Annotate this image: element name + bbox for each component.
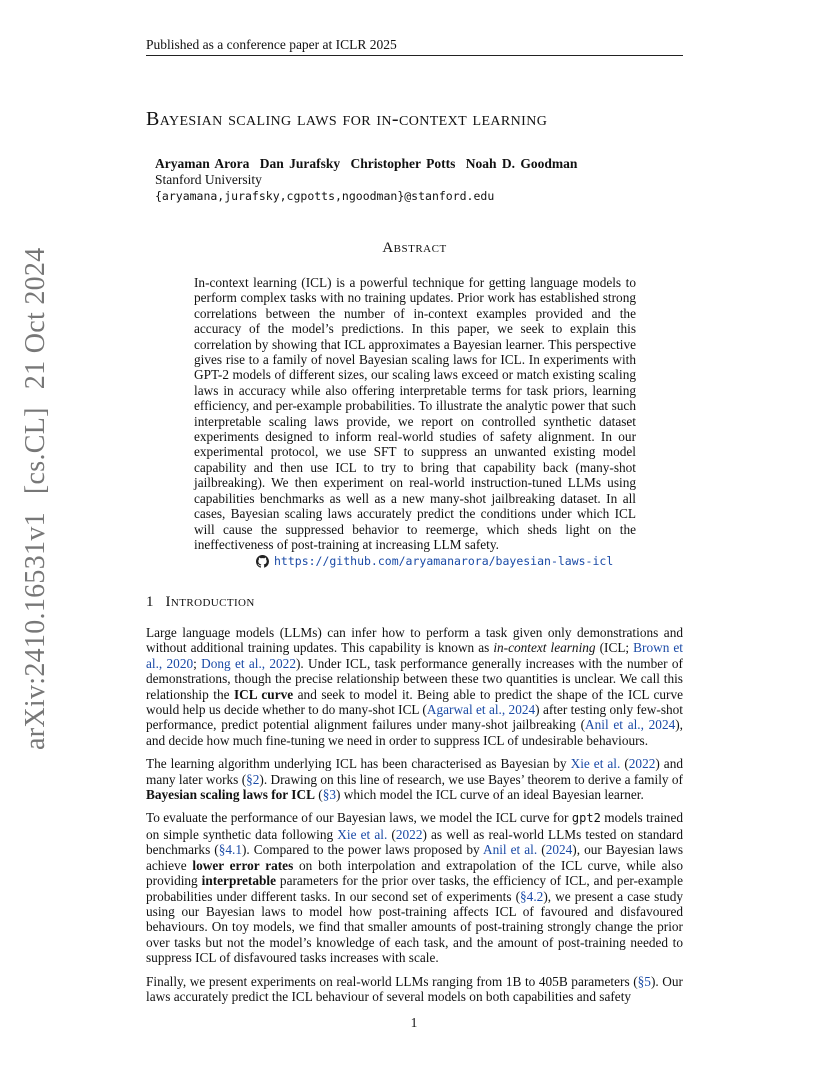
bold-term: Bayesian scaling laws for ICL bbox=[146, 787, 315, 803]
text-run: ), we present a case study using our Bayesian laws to model how post-training affects ICL of favoured and disfavoured behaviours. On toy models, we find that smaller amounts of post-training strongly change the prior over tasks but not the model’s knowledge of each task, and the amount of post-training needed to suppress ICL of disfavoured tasks increases with scale. bbox=[146, 888, 683, 966]
text-run: ( bbox=[314, 787, 323, 803]
citation-link[interactable]: Anil et al. bbox=[482, 842, 538, 858]
author-names bbox=[155, 156, 582, 172]
paper-title: Bayesian scaling laws for in-context learning bbox=[146, 108, 548, 130]
text-run: The learning algorithm underlying ICL has been characterised as Bayesian by bbox=[146, 756, 571, 772]
text-run: ) which model the ICL curve of an ideal Bayesian learner. bbox=[336, 787, 644, 803]
section-title: Introduction bbox=[165, 594, 255, 610]
github-icon bbox=[256, 555, 269, 568]
text-run: models trained on simple synthetic data following bbox=[146, 810, 684, 842]
citation-link[interactable]: Dong et al., 2022 bbox=[201, 655, 296, 671]
bold-term: lower error rates bbox=[192, 857, 294, 873]
text-run: ( bbox=[537, 842, 546, 858]
text-run: (ICL; bbox=[595, 640, 634, 656]
text-run: ) after testing only few-shot performance, predict potential alignment failures under many-shot jailbreaking ( bbox=[146, 702, 684, 733]
author-name: Christopher Potts bbox=[350, 156, 456, 171]
text-run: To evaluate the performance of our Bayesian laws, we model the ICL curve for bbox=[146, 810, 572, 826]
text-run: and seek to model it. Being able to predict the shape of the ICL curve would help us decide whether to do many-shot ICL ( bbox=[146, 686, 683, 718]
text-run: ) and many later works ( bbox=[146, 756, 683, 787]
affiliation: Stanford University bbox=[155, 172, 262, 187]
section-ref-link[interactable]: §3 bbox=[322, 787, 337, 803]
bold-term: interpretable bbox=[201, 873, 276, 889]
paragraph bbox=[146, 974, 683, 1005]
section-ref-link[interactable]: §2 bbox=[246, 771, 260, 787]
citation-link[interactable]: 2024 bbox=[545, 842, 573, 858]
code-repository bbox=[256, 554, 613, 568]
paragraph bbox=[146, 810, 683, 965]
citation-link[interactable]: 2022 bbox=[395, 826, 423, 842]
paragraph bbox=[146, 625, 683, 748]
emphasis: in-context learning bbox=[493, 640, 596, 656]
abstract-heading: Abstract bbox=[382, 240, 447, 256]
header-rule bbox=[146, 55, 683, 56]
section-ref-link[interactable]: §4.1 bbox=[218, 842, 242, 858]
text-run: Large language models (LLMs) can infer how to perform a task given only demonstrations and without additional training updates. This capability is known as bbox=[146, 625, 683, 656]
inline-code: gpt2 bbox=[571, 811, 601, 826]
section-ref-link[interactable]: §5 bbox=[637, 973, 651, 989]
arxiv-identifier bbox=[20, 229, 52, 750]
section-ref-link[interactable]: §4.2 bbox=[520, 888, 544, 904]
citation-link[interactable]: Agarwal et al., 2024 bbox=[426, 702, 536, 718]
arxiv-id: arXiv:2410.16531v1 bbox=[20, 512, 51, 750]
bold-term: ICL curve bbox=[234, 686, 294, 702]
citation-link[interactable]: 2022 bbox=[628, 756, 656, 772]
arxiv-date: 21 Oct 2024 bbox=[20, 247, 51, 390]
text-run: ). Compared to the power laws proposed by bbox=[242, 842, 483, 858]
arxiv-category: [cs.CL] bbox=[20, 407, 51, 495]
author-name: Aryaman Arora bbox=[155, 156, 250, 171]
text-run: ). Under ICL, task performance generally increases with the number of demonstrations, though the precise relationship between these two quantities is unclear. We call this relationship the bbox=[146, 655, 683, 702]
text-run: ( bbox=[387, 826, 396, 842]
citation-link[interactable]: Anil et al., 2024 bbox=[585, 717, 676, 733]
abstract-text: In-context learning (ICL) is a powerful technique for getting language models to perform complex tasks with no training updates. Prior work has established strong correlations between the number of in-context examples provided and the accuracy of the model’s predictions. In this paper, we seek to explain this correlation by showing that ICL approximates a Bayesian learner. This perspective gives rise to a family of novel Bayesian scaling laws for ICL. In experiments with GPT-2 models of different sizes, our scaling laws exceed or match existing scaling laws in accuracy while also offering interpretable terms for task priors, learning efficiency, and per-example probabilities. To illustrate the analytic power that such interpretable scaling laws provide, we report on controlled synthetic dataset experiments designed to inform real-world studies of safety alignment. In our experimental protocol, we use SFT to suppress an unwanted existing model capability and then use ICL to try to bring that capability back (many-shot jailbreaking). We then experiment on real-world instruction-tuned LLMs using capabilities benchmarks as well as a new many-shot jailbreaking dataset. In all cases, Bayesian scaling laws accurately predict the conditions under which ICL will cause the suppressed behavior to reemerge, which sheds light on the ineffectiveness of post-training at increasing LLM safety. bbox=[194, 275, 636, 552]
author-name: Noah D. Goodman bbox=[465, 156, 578, 171]
text-run: ; bbox=[193, 655, 202, 671]
section-number: 1 bbox=[146, 594, 154, 610]
page-number: 1 bbox=[410, 1015, 418, 1030]
text-run: Finally, we present experiments on real-world LLMs ranging from 1B to 405B parameters ( bbox=[146, 973, 638, 989]
citation-link[interactable]: Brown et al., 2020 bbox=[146, 640, 683, 671]
text-run: ). Our laws accurately predict the ICL behaviour of several models on both capabilities and safety bbox=[146, 973, 683, 1004]
citation-link[interactable]: Xie et al. bbox=[570, 756, 621, 772]
repository-link[interactable]: https://github.com/aryamanarora/bayesian-laws-icl bbox=[274, 554, 614, 568]
text-run: ( bbox=[620, 756, 629, 772]
text-run: ), our Bayesian laws achieve bbox=[146, 842, 683, 873]
running-header: Published as a conference paper at ICLR 2025 bbox=[146, 37, 397, 52]
author-name: Dan Jurafsky bbox=[259, 156, 341, 171]
paragraph bbox=[146, 756, 683, 802]
citation-link[interactable]: Xie et al. bbox=[337, 826, 388, 842]
text-run: ). Drawing on this line of research, we use Bayes’ theorem to derive a family of bbox=[259, 771, 683, 787]
text-run: ), and decide how much fine-tuning we need in order to suppress ICL of undesirable behaviours. bbox=[146, 717, 684, 748]
section-body bbox=[146, 625, 683, 1012]
text-run: parameters for the prior over tasks, the efficiency of ICL, and per-example probabilities under different tasks. In our second set of experiments ( bbox=[146, 873, 683, 904]
text-run: ) as well as real-world LLMs tested on standard benchmarks ( bbox=[146, 826, 684, 858]
text-run: on both interpolation and extrapolation of the ICL curve, while also providing bbox=[146, 857, 683, 889]
author-emails: {aryamana,jurafsky,cgpotts,ngoodman}@stanford.edu bbox=[155, 189, 495, 203]
author-block bbox=[155, 156, 582, 204]
section-heading bbox=[146, 594, 255, 611]
